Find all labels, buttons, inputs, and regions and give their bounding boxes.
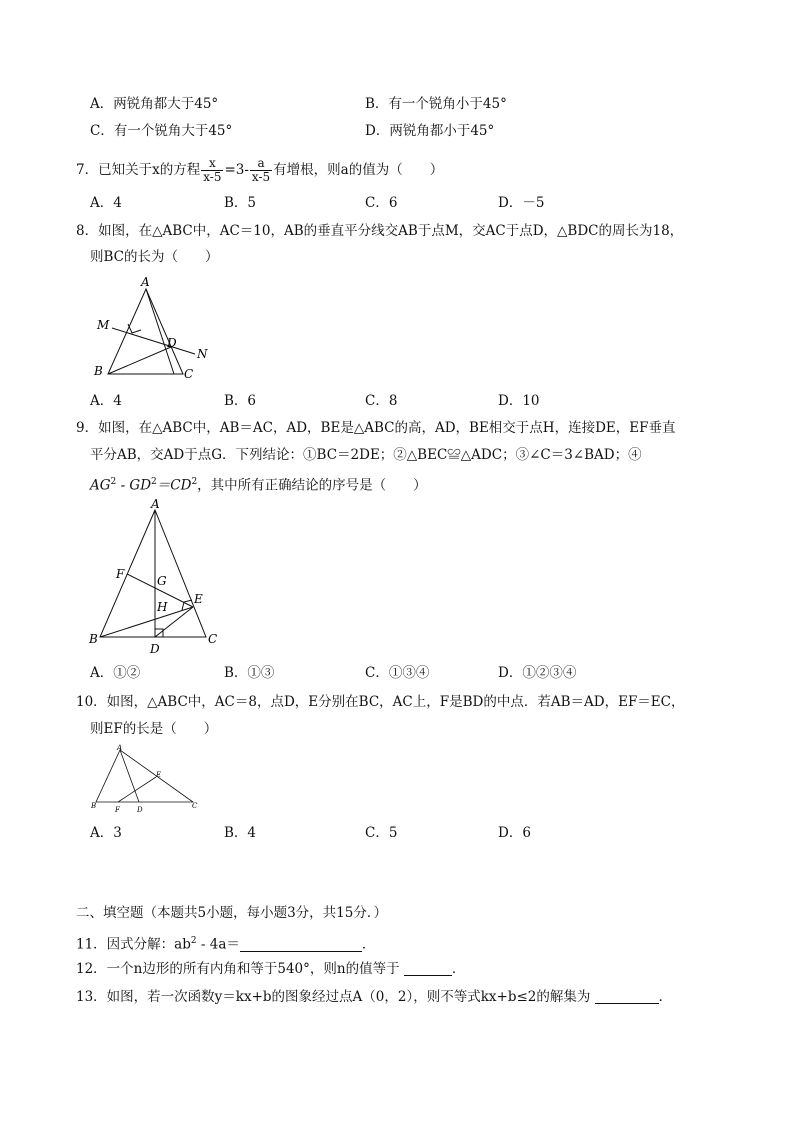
q10-stem-line1: 10．如图，△ABC中，AC＝8，点D，E分别在BC，AC上，F是BD的中点．若AB＝AD，EF＝EC， — [76, 694, 685, 710]
q9-figure — [86, 496, 226, 656]
q11-suffix: ． — [361, 936, 376, 953]
q9-label-e: E — [194, 592, 203, 606]
section-2-title: 二、填空题（本题共5小题，每小题3分，共15分．） — [76, 905, 388, 921]
q8-segment-ac — [146, 289, 174, 374]
q10-label-c: C — [192, 802, 198, 810]
q10-label-e: E — [156, 771, 162, 779]
q9-cd: ＝CD — [156, 477, 192, 494]
q8-option-b[interactable]: B．6 — [224, 393, 257, 409]
q10-label-d: D — [137, 806, 143, 814]
q13-suffix: ． — [658, 989, 673, 1005]
q13-answer-blank[interactable] — [595, 989, 659, 1004]
q9-sup3: 2 — [191, 477, 198, 487]
q10-option-b[interactable]: B．4 — [224, 825, 257, 841]
q11-answer-blank[interactable] — [240, 937, 362, 952]
q7-stem — [76, 155, 443, 185]
q9-label-h: H — [157, 600, 168, 614]
q8-stem-line1: 8．如图，在△ABC中，AC＝10，AB的垂直平分线交AB于点M，交AC于点D，△BDC的周长为18， — [76, 223, 684, 239]
q12-suffix: ． — [451, 961, 466, 977]
q10-segment-fe — [118, 777, 156, 802]
q8-figure — [88, 272, 218, 382]
q7-prefix: 7．已知关于x的方程 — [76, 162, 201, 178]
q9-option-d[interactable]: D．①②③④ — [498, 665, 577, 681]
q13-prefix: 13．如图，若一次函数y＝kx+b的图象经过点A（0，2），则不等式kx+b≤2的解集为 — [76, 989, 595, 1005]
q7-option-c[interactable]: C．6 — [365, 195, 398, 211]
q9-altitude-be — [100, 607, 193, 637]
q9-option-b[interactable]: B．①③ — [224, 665, 275, 681]
q8-option-c[interactable]: C．8 — [365, 393, 398, 409]
q8-label-b: B — [94, 364, 103, 378]
q9-label-g: G — [157, 574, 167, 588]
q8-option-a[interactable]: A．4 — [90, 393, 122, 409]
q8-label-c: C — [184, 367, 194, 381]
q10-label-a: A — [117, 744, 123, 752]
q8-label-d: D — [167, 336, 177, 350]
q10-label-f: F — [115, 806, 120, 814]
q8-label-n: N — [197, 347, 208, 361]
q6-option-a[interactable]: A．两锐角都大于45° — [90, 96, 219, 112]
q9-sup1: 2 — [110, 477, 117, 487]
q6-option-b[interactable]: B．有一个锐角小于45° — [365, 96, 507, 112]
q9-label-d: D — [150, 642, 160, 656]
q9-option-c[interactable]: C．①③④ — [365, 665, 430, 681]
q10-figure — [88, 742, 203, 817]
q10-option-c[interactable]: C．5 — [365, 825, 398, 841]
q7-frac1-denominator: x-5 — [203, 170, 222, 184]
q8-segment-bd — [108, 347, 171, 374]
q12-prefix: 12．一个n边形的所有内角和等于540°，则n的值等于 — [76, 961, 404, 977]
q11-mid: - 4a＝ — [196, 936, 240, 953]
q11-sup: 2 — [190, 936, 197, 946]
q7-mid: =3- — [224, 162, 249, 178]
q7-frac2-denominator: x-5 — [251, 170, 271, 184]
q10-stem-line2: 则EF的长是（ ） — [90, 721, 218, 737]
q9-ag: AG — [90, 477, 111, 494]
q7-option-a[interactable]: A．4 — [90, 195, 122, 211]
q7-frac2-numerator: a — [250, 157, 272, 171]
q8-label-a: A — [141, 275, 150, 289]
q9-label-c: C — [208, 632, 218, 646]
q11-stem — [76, 932, 375, 954]
q9-label-b: B — [89, 632, 98, 646]
q13-stem — [76, 988, 672, 1006]
q6-option-d[interactable]: D．两锐角都小于45° — [365, 123, 495, 139]
q9-stem-line3 — [90, 473, 427, 495]
q11-prefix: 11．因式分解：ab — [76, 936, 191, 953]
q8-stem-line2: 则BC的长为（ ） — [90, 249, 219, 265]
q7-fraction-1 — [201, 157, 223, 184]
q9-sup2: 2 — [151, 477, 157, 487]
q7-option-b[interactable]: B．5 — [224, 195, 257, 211]
q7-fraction-2 — [250, 157, 272, 184]
q10-triangle-abc — [96, 750, 193, 802]
q9-stem-line2: 平分AB，交AD于点G．下列结论：①BC＝2DE；②△BEC≌△ADC；③∠C＝3∠BAD；④ — [90, 447, 642, 463]
q9-stem-line1: 9．如图，在△ABC中，AB＝AC，AD，BE是△ABC的高，AD，BE相交于点H，连接DE，EF垂直 — [76, 420, 676, 436]
q7-frac1-numerator: x — [201, 157, 223, 171]
q10-option-a[interactable]: A．3 — [90, 825, 122, 841]
q9-gd: - GD — [116, 477, 152, 494]
q7-option-d[interactable]: D．－5 — [498, 195, 545, 211]
q10-option-d[interactable]: D．6 — [498, 825, 531, 841]
q9-option-a[interactable]: A．①② — [90, 665, 141, 681]
q12-stem — [76, 960, 465, 978]
q12-answer-blank[interactable] — [404, 961, 452, 976]
q8-triangle-abc — [108, 289, 183, 374]
q8-label-m: M — [97, 318, 110, 332]
q9-label-a: A — [151, 497, 160, 511]
q10-label-b: B — [91, 802, 97, 810]
q7-suffix: 有增根，则a的值为（ ） — [273, 162, 444, 178]
q9-ask: ，其中所有正确结论的序号是（ ） — [197, 477, 427, 494]
q8-perpendicular-bisector — [112, 328, 195, 354]
q6-option-c[interactable]: C．有一个锐角大于45° — [90, 123, 233, 139]
q9-label-f: F — [116, 567, 125, 581]
q8-option-d[interactable]: D．10 — [498, 393, 540, 409]
